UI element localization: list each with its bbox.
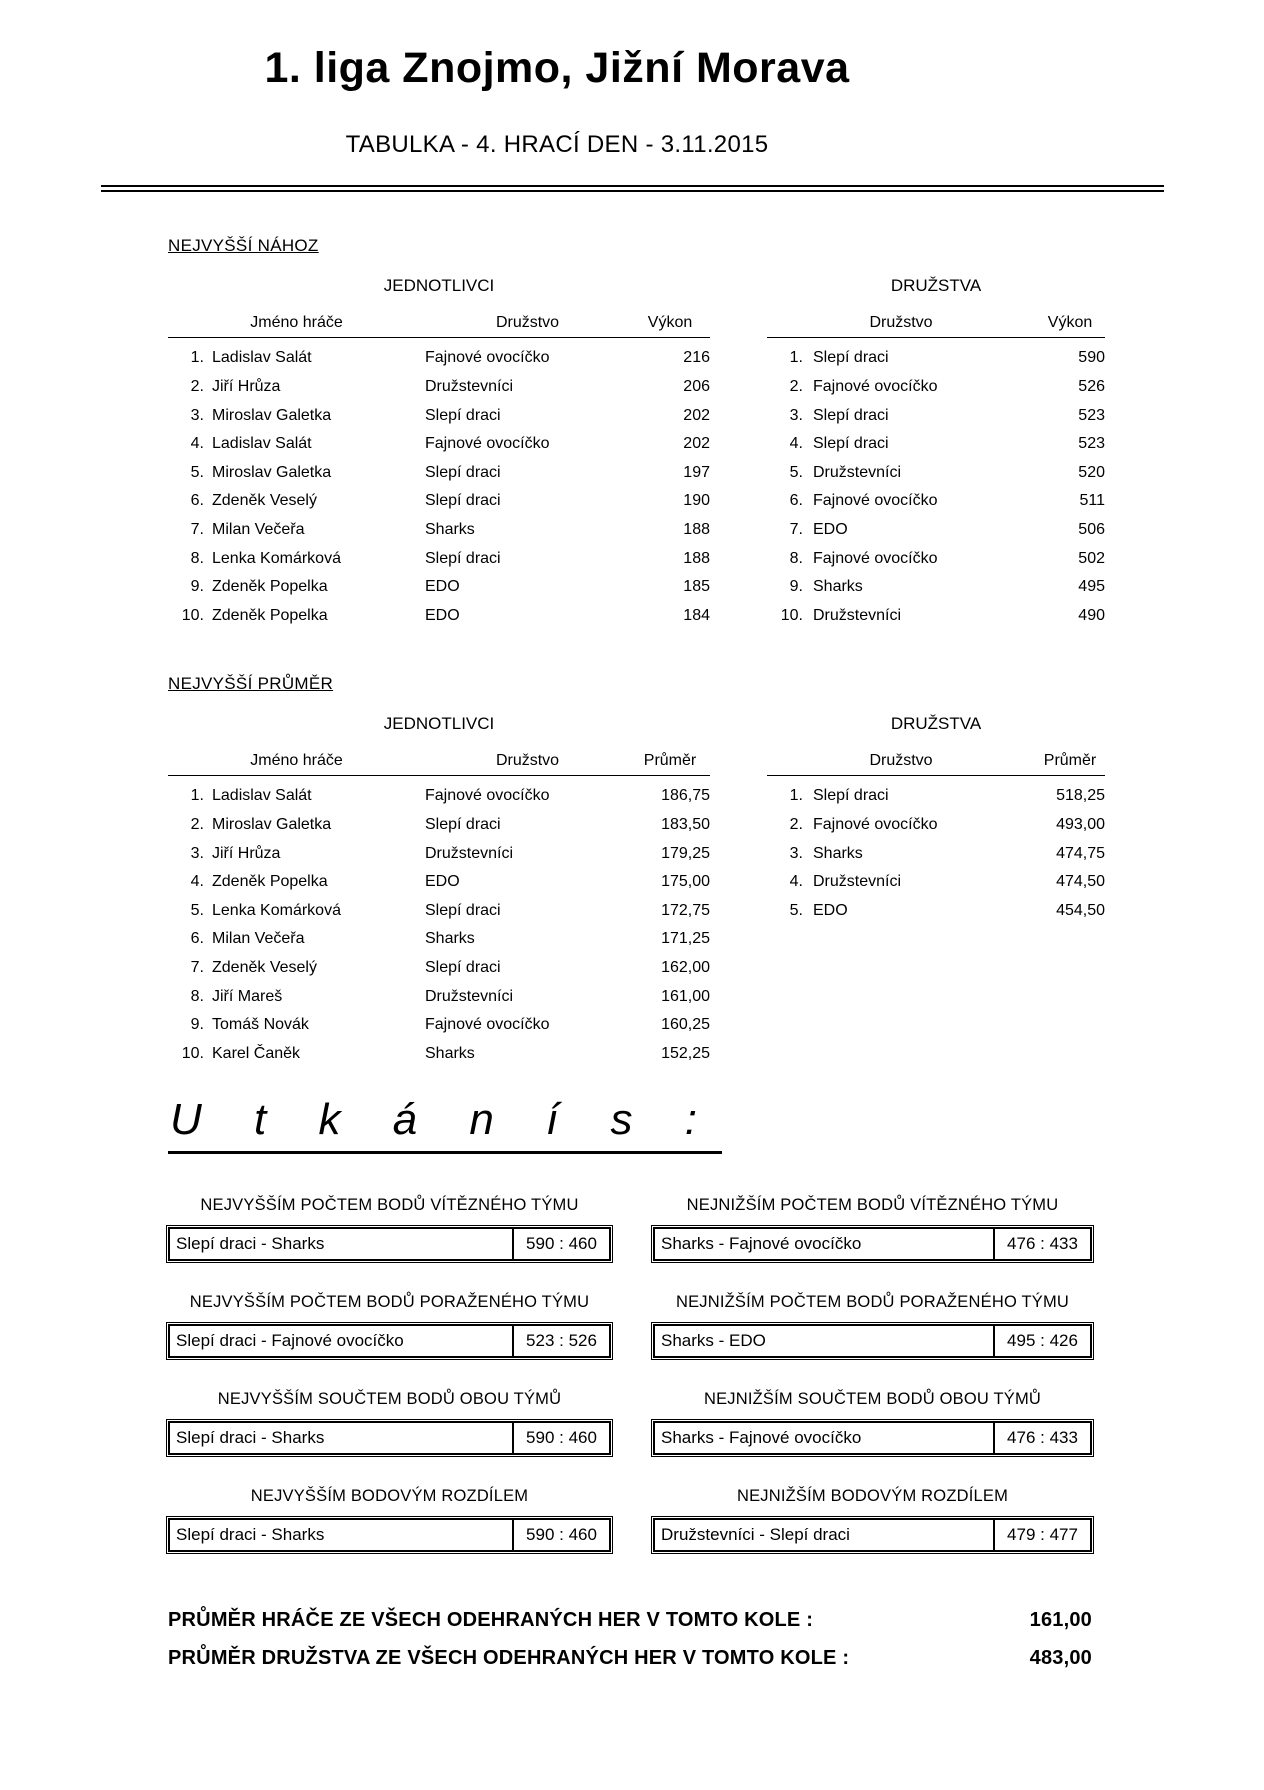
table-row [168,896,710,925]
match-box [168,1421,611,1455]
value: 186,75 [661,787,710,805]
table-row [767,868,1105,897]
rank: 8. [190,987,204,1005]
value: 216 [683,349,710,367]
team-name: Družstevníci [425,844,514,862]
player-name: Jiří Hrůza [212,844,281,862]
value: 506 [1078,521,1105,538]
value: 523 [1078,435,1105,453]
match-stat-label: NEJVYŠŠÍM SOUČTEM BODŮ OBOU TÝMŮ [217,1390,562,1409]
value: 520 [1078,463,1105,481]
team-name: Družstevníci [425,378,514,396]
rank: 10. [181,606,204,624]
team-name: Sharks [425,521,475,538]
section-prumer [168,630,1108,1068]
match-box [653,1324,1092,1358]
nahoz-individuals-table [168,276,710,630]
team-name: EDO [425,578,460,596]
value: 190 [683,492,710,510]
value: 526 [1078,378,1105,396]
team-name: Slepí draci [425,492,501,510]
value: 184 [683,606,710,624]
table-row [767,896,1105,925]
team-name: Družstevníci [425,987,514,1005]
column-header-team: Družstvo [869,752,933,770]
column-header-name: Jméno hráče [250,314,343,332]
prumer-individuals-table [168,714,710,1068]
team-name: Slepí draci [425,406,501,424]
page-title: 1. liga Znojmo, Jižní Morava [264,44,850,92]
table-header-row [767,314,1105,338]
value: 490 [1078,606,1105,624]
team-name: EDO [813,901,848,919]
match-score: 495 : 426 [993,1326,1090,1356]
team-name: Fajnové ovocíčko [425,435,550,453]
value: 185 [683,578,710,596]
match-box [653,1518,1092,1552]
match-teams: Sharks - Fajnové ovocíčko [661,1234,862,1254]
player-name: Jiří Mareš [212,987,283,1005]
rank: 7. [190,958,204,976]
table-row [168,344,710,373]
rank: 5. [190,463,204,481]
match-stat-label: NEJVYŠŠÍM BODOVÝM ROZDÍLEM [250,1487,529,1506]
player-name: Zdeněk Veselý [212,958,317,976]
match-stat [168,1196,611,1261]
summary-row [168,1646,1092,1670]
team-name: Fajnové ovocíčko [425,787,550,805]
rank: 5. [190,901,204,919]
match-box [653,1421,1092,1455]
rank: 1. [190,787,204,805]
table-row [767,373,1105,402]
table-row [767,430,1105,459]
match-teams: Slepí draci - Fajnové ovocíčko [176,1331,404,1351]
player-name: Miroslav Galetka [212,406,332,424]
rank: 3. [789,844,803,862]
match-box [168,1324,611,1358]
match-score: 476 : 433 [993,1229,1090,1259]
player-name: Lenka Komárková [212,901,341,919]
value: 511 [1079,492,1105,510]
column-header-value: Průměr [1043,752,1097,770]
table-row [168,982,710,1011]
value: 493,00 [1056,815,1105,833]
value: 172,75 [661,901,710,919]
table-row [767,344,1105,373]
table-row [168,925,710,954]
match-stat [653,1196,1092,1261]
table-title: JEDNOTLIVCI [383,276,495,296]
team-name: Sharks [425,930,475,948]
player-name: Milan Večeřa [212,930,305,948]
match-stats-grid [168,1196,1092,1552]
match-teams: Sharks - EDO [661,1331,766,1351]
rank: 4. [190,435,204,453]
match-teams: Slepí draci - Sharks [176,1234,325,1254]
match-score: 523 : 526 [512,1326,609,1356]
match-score: 476 : 433 [993,1423,1090,1453]
value: 202 [683,406,710,424]
summary-label: PRŮMĚR DRUŽSTVA ZE VŠECH ODEHRANÝCH HER V TOMTO KOLE : [168,1647,850,1670]
summary-label: PRŮMĚR HRÁČE ZE VŠECH ODEHRANÝCH HER V TOMTO KOLE : [168,1609,814,1632]
match-teams: Sharks - Fajnové ovocíčko [661,1428,862,1448]
prumer-teams-table [767,714,1105,925]
team-name: Slepí draci [425,958,501,976]
utkani-heading: U t k á n í s : [168,1098,722,1154]
rank: 7. [789,521,803,538]
value: 474,75 [1056,844,1105,862]
team-name: Fajnové ovocíčko [425,1016,550,1034]
team-name: Sharks [813,578,863,596]
value: 162,00 [661,958,710,976]
value: 179,25 [661,844,710,862]
team-name: EDO [813,521,848,538]
rank: 1. [789,349,803,367]
table-row [767,811,1105,840]
summary-row [168,1608,1092,1632]
team-name: Fajnové ovocíčko [425,349,550,367]
page-subtitle: TABULKA - 4. HRACÍ DEN - 3.11.2015 [345,131,769,159]
rank: 9. [789,578,803,596]
column-header-team: Družstvo [869,314,933,332]
value: 171,25 [661,930,710,948]
table-row [168,1039,710,1068]
player-name: Zdeněk Popelka [212,873,328,891]
rank: 6. [190,492,204,510]
value: 202 [683,435,710,453]
value: 197 [683,463,710,481]
player-name: Ladislav Salát [212,787,312,805]
match-stat [653,1487,1092,1552]
summary-value: 483,00 [1029,1647,1092,1670]
rank: 2. [190,815,204,833]
table-row [168,516,710,545]
table-title: DRUŽSTVA [890,276,982,296]
table-row [767,401,1105,430]
player-name: Zdeněk Popelka [212,606,328,624]
table-row [767,782,1105,811]
match-stat-label: NEJNIŽŠÍM BODOVÝM ROZDÍLEM [736,1487,1009,1506]
table-row [168,954,710,983]
rank: 6. [789,492,803,510]
rank: 1. [190,349,204,367]
team-name: Družstevníci [813,606,902,624]
value: 175,00 [661,873,710,891]
player-name: Karel Čaněk [212,1044,301,1062]
table-row [767,516,1105,545]
header-divider [101,185,1164,192]
table-row [168,487,710,516]
rank: 8. [789,549,803,567]
team-name: EDO [425,606,460,624]
table-title: JEDNOTLIVCI [383,714,495,734]
match-teams: Slepí draci - Sharks [176,1428,325,1448]
team-name: Slepí draci [813,349,889,367]
rank: 4. [190,873,204,891]
rank: 5. [789,463,803,481]
player-name: Zdeněk Popelka [212,578,328,596]
match-teams: Slepí draci - Sharks [176,1525,325,1545]
table-row [767,601,1105,630]
match-stat [653,1390,1092,1455]
table-row [168,1011,710,1040]
table-title: DRUŽSTVA [890,714,982,734]
table-row [168,544,710,573]
summary [168,1608,1092,1670]
summary-value: 161,00 [1029,1609,1092,1632]
team-name: Slepí draci [425,463,501,481]
rank: 10. [181,1044,204,1062]
match-stat [653,1293,1092,1358]
rank: 6. [190,930,204,948]
team-name: Slepí draci [813,406,889,424]
table-row [168,811,710,840]
table-row [767,487,1105,516]
rank: 9. [190,578,204,596]
table-row [767,544,1105,573]
match-box [653,1227,1092,1261]
table-row [168,430,710,459]
table-row [168,868,710,897]
team-name: Sharks [813,844,863,862]
team-name: Slepí draci [813,787,889,805]
match-score: 590 : 460 [512,1520,609,1550]
team-name: Fajnové ovocíčko [813,378,938,396]
rank: 3. [789,406,803,424]
match-teams: Družstevníci - Slepí draci [661,1525,850,1545]
nahoz-teams-table [767,276,1105,630]
match-stat-label: NEJVYŠŠÍM POČTEM BODŮ VÍTĚZNÉHO TÝMU [200,1196,579,1215]
team-name: Fajnové ovocíčko [813,815,938,833]
value: 161,00 [661,987,710,1005]
table-header-row [168,752,710,776]
column-header-team: Družstvo [495,314,560,332]
value: 523 [1078,406,1105,424]
match-stat-label: NEJVYŠŠÍM POČTEM BODŮ PORAŽENÉHO TÝMU [189,1293,590,1312]
match-stat-label: NEJNIŽŠÍM SOUČTEM BODŮ OBOU TÝMŮ [703,1390,1042,1409]
value: 188 [683,549,710,567]
team-name: Fajnové ovocíčko [813,492,938,510]
player-name: Miroslav Galetka [212,463,332,481]
player-name: Jiří Hrůza [212,378,281,396]
value: 474,50 [1056,873,1105,891]
match-box [168,1518,611,1552]
value: 502 [1078,549,1105,567]
player-name: Zdeněk Veselý [212,492,317,510]
match-stat-label: NEJNIŽŠÍM POČTEM BODŮ VÍTĚZNÉHO TÝMU [686,1196,1059,1215]
team-name: Fajnové ovocíčko [813,549,938,567]
table-row [168,373,710,402]
rank: 2. [789,378,803,396]
column-header-value: Výkon [647,314,693,332]
match-score: 590 : 460 [512,1423,609,1453]
match-score: 479 : 477 [993,1520,1090,1550]
column-header-value: Průměr [643,752,697,770]
match-score: 590 : 460 [512,1229,609,1259]
rank: 3. [190,844,204,862]
rank: 9. [190,1016,204,1034]
table-row [767,459,1105,488]
rank: 3. [190,406,204,424]
column-header-name: Jméno hráče [250,752,343,770]
table-row [767,839,1105,868]
team-name: Slepí draci [425,901,501,919]
table-row [168,839,710,868]
section-heading-prumer: NEJVYŠŠÍ PRŮMĚR [168,674,334,694]
table-header-row [767,752,1105,776]
team-name: Slepí draci [813,435,889,453]
table-row [168,601,710,630]
value: 518,25 [1056,787,1105,805]
column-header-value: Výkon [1047,314,1093,332]
team-name: EDO [425,873,460,891]
value: 454,50 [1056,901,1105,919]
rank: 10. [780,606,803,624]
section-heading-nahoz: NEJVYŠŠÍ NÁHOZ [168,236,319,256]
team-name: Slepí draci [425,815,501,833]
value: 206 [683,378,710,396]
match-box [168,1227,611,1261]
section-nahoz [168,192,1108,630]
match-stat-label: NEJNIŽŠÍM POČTEM BODŮ PORAŽENÉHO TÝMU [675,1293,1070,1312]
rank: 2. [789,815,803,833]
player-name: Miroslav Galetka [212,815,332,833]
document-body [168,192,1108,1670]
player-name: Tomáš Novák [212,1016,309,1034]
table-row [168,573,710,602]
section-utkani [168,1068,1108,1552]
rank: 1. [789,787,803,805]
value: 495 [1078,578,1105,596]
rank: 8. [190,549,204,567]
value: 152,25 [661,1044,710,1062]
team-name: Slepí draci [425,549,501,567]
document-header [97,46,1017,159]
value: 188 [683,521,710,538]
rank: 4. [789,435,803,453]
value: 183,50 [661,815,710,833]
player-name: Ladislav Salát [212,349,312,367]
player-name: Ladislav Salát [212,435,312,453]
team-name: Družstevníci [813,463,902,481]
rank: 4. [789,873,803,891]
table-row [168,782,710,811]
table-header-row [168,314,710,338]
column-header-team: Družstvo [495,752,560,770]
table-row [767,573,1105,602]
team-name: Družstevníci [813,873,902,891]
player-name: Milan Večeřa [212,521,305,538]
rank: 5. [789,901,803,919]
value: 590 [1078,349,1105,367]
match-stat [168,1390,611,1455]
table-row [168,459,710,488]
player-name: Lenka Komárková [212,549,341,567]
rank: 7. [190,521,204,538]
match-stat [168,1293,611,1358]
team-name: Sharks [425,1044,475,1062]
match-stat [168,1487,611,1552]
value: 160,25 [661,1016,710,1034]
table-row [168,401,710,430]
rank: 2. [190,378,204,396]
